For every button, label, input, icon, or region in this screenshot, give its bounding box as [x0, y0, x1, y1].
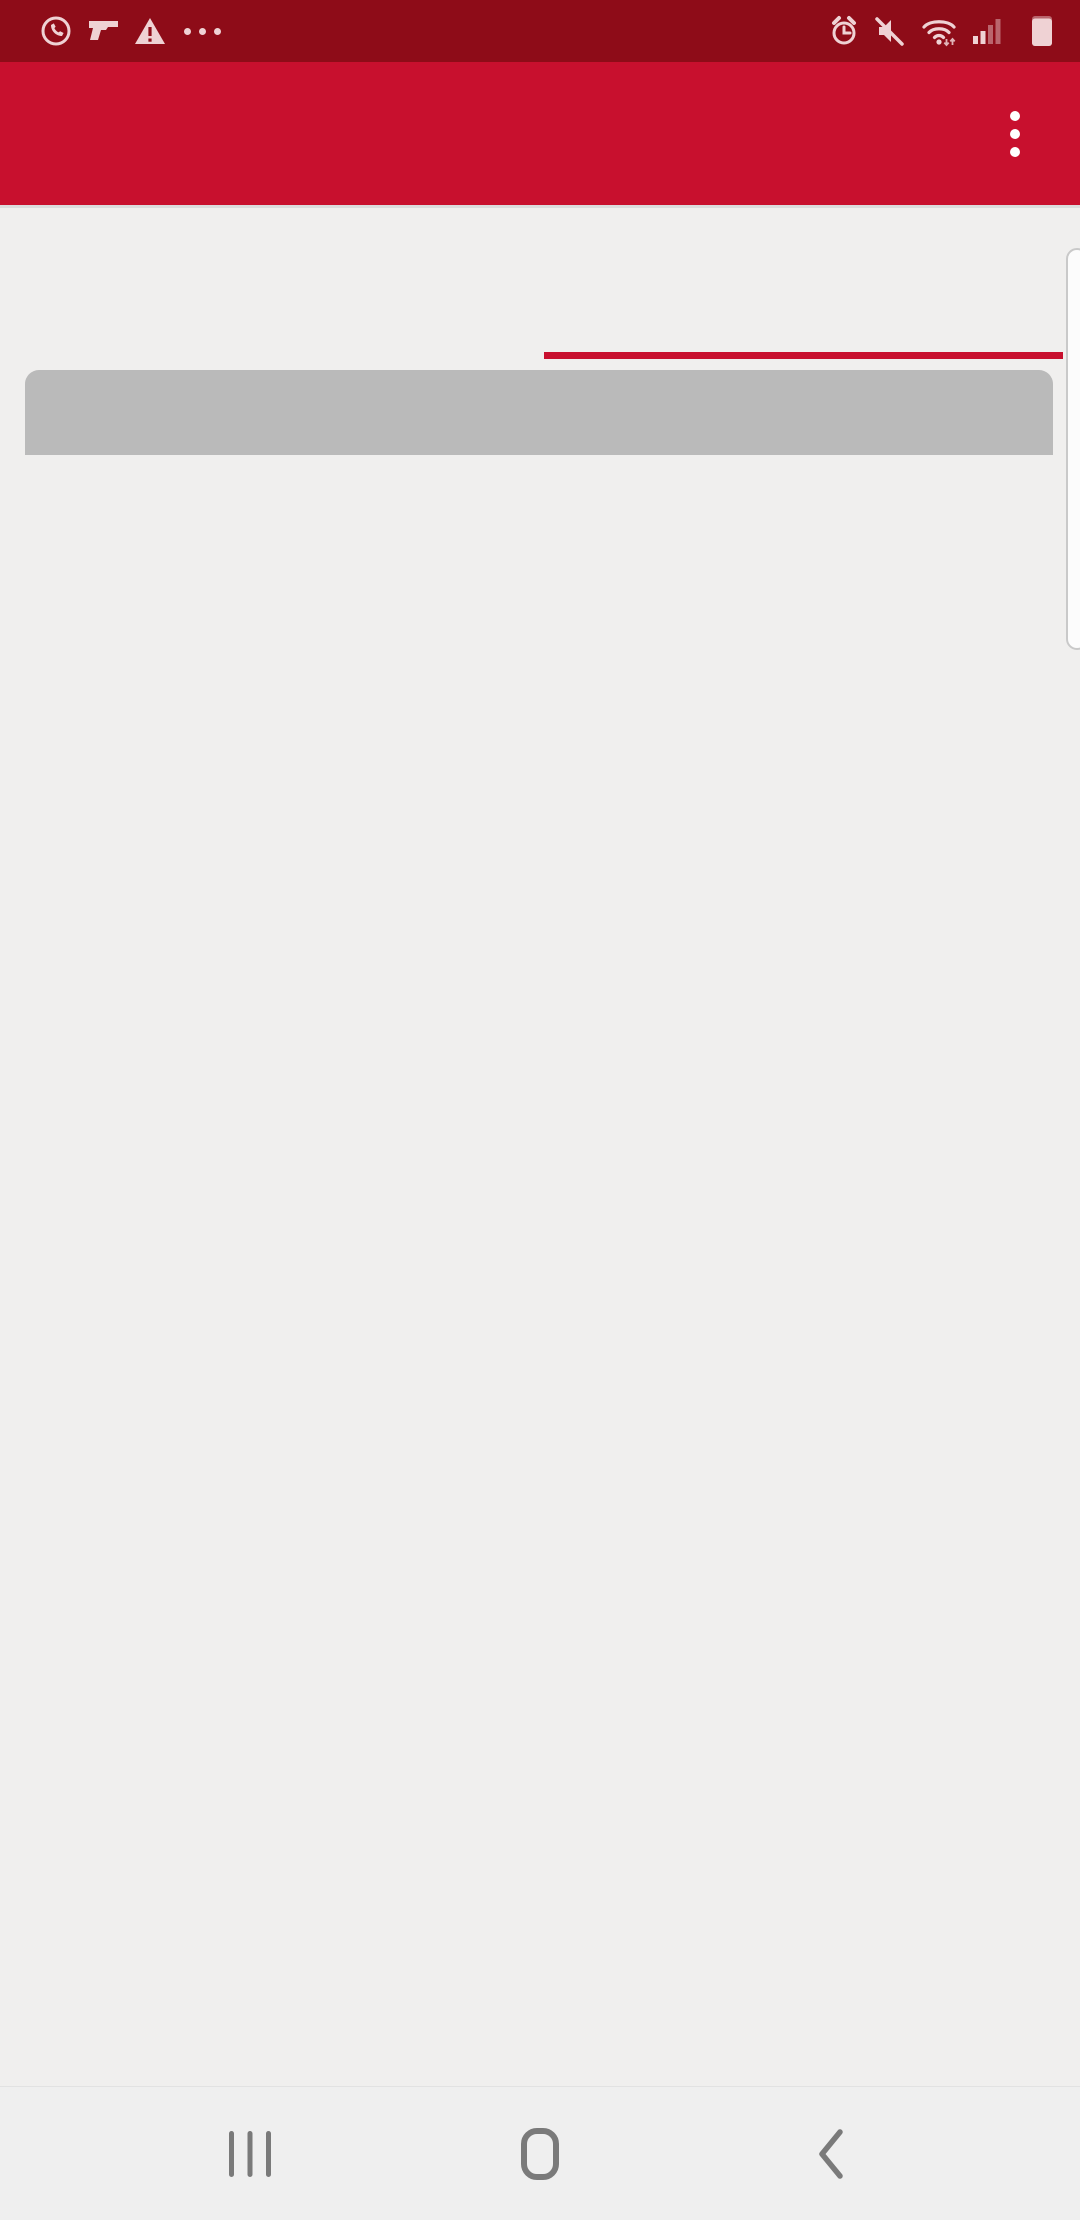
mute-icon: [874, 15, 906, 47]
history-table: [25, 370, 1053, 458]
gun-icon: [86, 18, 120, 44]
home-button-icon[interactable]: [495, 2109, 585, 2199]
system-navigation-bar: [0, 2086, 1080, 2220]
tab-summary[interactable]: [25, 211, 544, 365]
warning-icon: [134, 16, 166, 46]
alarm-icon: [828, 15, 860, 47]
kebab-menu-icon[interactable]: [996, 101, 1034, 167]
app-bar: [0, 62, 1080, 208]
tab-bar: [25, 211, 1063, 365]
whatsapp-icon: [40, 15, 72, 47]
bottom-navigation: [0, 1930, 1080, 2088]
recents-icon[interactable]: [205, 2109, 295, 2199]
tab-history[interactable]: [544, 211, 1063, 365]
back-icon[interactable]: [785, 2109, 875, 2199]
status-bar: [0, 0, 1080, 62]
table-header: [25, 370, 1053, 455]
wifi-icon: [920, 15, 958, 47]
battery-icon: [1030, 14, 1054, 48]
signal-icon: [972, 15, 1002, 47]
more-notifications-icon: [184, 28, 221, 35]
scrollbar-thumb[interactable]: [1066, 248, 1080, 650]
